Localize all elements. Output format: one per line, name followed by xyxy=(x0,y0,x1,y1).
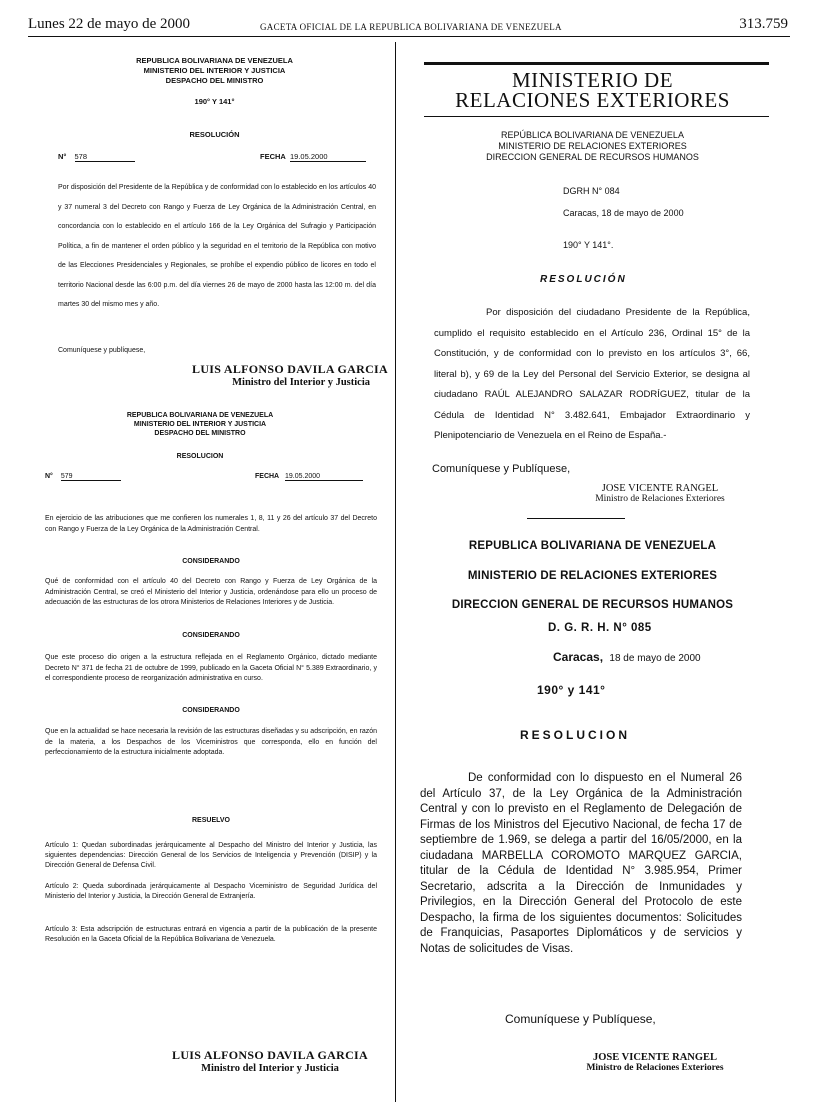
res579-org3: DESPACHO DEL MINISTRO xyxy=(154,430,246,437)
res578-org1: REPUBLICA BOLIVARIANA DE VENEZUELA xyxy=(136,56,293,65)
header-date: Lunes 22 de mayo de 2000 xyxy=(28,16,191,32)
dgrh085-number: D. G. R. H. N° 085 xyxy=(548,622,652,634)
dgrh084-signer-title: Ministro de Relaciones Exteriores xyxy=(595,494,725,504)
dgrh084-place-date: Caracas, 18 de mayo de 2000 xyxy=(563,208,684,218)
res579-signature xyxy=(150,1048,390,1074)
res578-signer: LUIS ALFONSO DAVILA GARCIA xyxy=(192,362,388,376)
header-rule xyxy=(28,36,790,37)
dgrh084-signer: JOSE VICENTE RANGEL xyxy=(601,483,719,494)
separator-rule xyxy=(527,518,625,519)
ministry-title xyxy=(420,70,765,110)
column-divider xyxy=(395,42,396,1102)
res579-org-block xyxy=(30,411,370,438)
ministry-rule-bottom xyxy=(424,116,769,117)
res579-considerando-3: CONSIDERANDO xyxy=(182,707,240,714)
res578-num-value: 578 xyxy=(75,152,135,162)
dgrh084-org3: DIRECCION GENERAL DE RECURSOS HUMANOS xyxy=(486,152,699,162)
dgrh085-signature xyxy=(555,1052,755,1073)
dgrh085-signer-title: Ministro de Relaciones Exteriores xyxy=(586,1063,724,1073)
dgrh085-signer: JOSE VICENTE RANGEL xyxy=(592,1052,718,1063)
dgrh085-org-block xyxy=(420,532,765,621)
dgrh084-signature xyxy=(560,483,760,504)
res579-date-label: FECHA xyxy=(255,473,280,480)
dgrh084-org-block xyxy=(420,130,765,163)
res579-intro: En ejercicio de las atribuciones que me confieren los numerales 1, 8, 11 y 26 del artículo 37 del Decreto con Rango y Fuerza de la Ley Orgánica de la Administración Central. xyxy=(45,515,377,533)
dgrh085-org3: DIRECCION GENERAL DE RECURSOS HUMANOS xyxy=(451,599,734,611)
res578-signature xyxy=(170,362,388,388)
dgrh085-years: 190° y 141° xyxy=(537,683,606,697)
dgrh084-number: DGRH N° 084 xyxy=(563,186,620,196)
ministry-title-line2: RELACIONES EXTERIORES xyxy=(455,88,730,112)
res579-number-row xyxy=(45,473,365,481)
res579-signer: LUIS ALFONSO DAVILA GARCIA xyxy=(172,1048,368,1062)
dgrh084-closing: Comuníquese y Publíquese, xyxy=(432,463,571,475)
res579-date-value: 19.05.2000 xyxy=(285,473,363,481)
dgrh085-heading: RESOLUCION xyxy=(520,728,631,742)
dgrh085-org1: REPUBLICA BOLIVARIANA DE VENEZUELA xyxy=(468,540,717,552)
dgrh084-org1: REPÚBLICA BOLIVARIANA DE VENEZUELA xyxy=(501,130,684,140)
res579-resuelvo: RESUELVO xyxy=(192,817,230,824)
res578-closing: Comuníquese y publíquese, xyxy=(58,347,146,354)
ministry-rule-top xyxy=(424,62,769,65)
res579-org2: MINISTERIO DEL INTERIOR Y JUSTICIA xyxy=(133,421,267,428)
res579-org1: REPUBLICA BOLIVARIANA DE VENEZUELA xyxy=(126,412,274,419)
res578-org-block xyxy=(52,56,377,86)
dgrh085-place: Caracas, xyxy=(553,650,604,664)
res579-article-3: Artículo 3: Esta adscripción de estructuras entrará en vigencia a partir de la publicación de la presente Resolución en la Gaceta Oficial de la República Bolivariana de Venezuela. xyxy=(45,926,377,943)
res579-article-2: Artículo 2: Queda subordinada jerárquicamente al Despacho Viceministro de Seguridad Jurídica del Ministerio del Interior y Justicia, la Dirección General de Extranjería. xyxy=(45,883,377,900)
dgrh084-heading: RESOLUCIÓN xyxy=(540,274,627,285)
res579-considerando-2-text: Que este proceso dio origen a la estructura reflejada en el Reglamento Orgánico, dictado mediante Decreto N° 371 de fecha 21 de octubre de 1999, publicado en la Gaceta Oficial N° 5.389 Extraordinario, y el correspondiente proceso de reorganización administrativa en curso. xyxy=(45,654,377,682)
dgrh085-org2: MINISTERIO DE RELACIONES EXTERIORES xyxy=(467,569,718,582)
dgrh084-body: Por disposición del ciudadano Presidente de la República, cumplido el requisito establecido en el Artículo 236, Ordinal 15° de la Constitución, y de conformidad con lo previsto en los artículos 3°, 66, literal b), y 69 de la Ley del Personal del Servicio Exterior, se designa al ciudadano RAÚL ALEJANDRO SALAZAR RODRÍGUEZ, titular de la Cédula de Identidad N° 3.482.641, Embajador Extraordinario y Plenipotenciario de Venezuela en el Reino de España.- xyxy=(434,307,750,441)
res578-signer-title: Ministro del Interior y Justicia xyxy=(232,377,370,388)
res578-number-row xyxy=(58,152,368,162)
res578-num-label: N° xyxy=(58,152,67,161)
dgrh085-closing: Comuníquese y Publíquese, xyxy=(505,1012,656,1026)
page-number: 313.759 xyxy=(739,16,788,32)
res579-signer-title: Ministro del Interior y Justicia xyxy=(201,1063,339,1074)
res578-org3: DESPACHO DEL MINISTRO xyxy=(165,76,264,85)
res578-body: Por disposición del Presidente de la República y de conformidad con lo establecido en los artículos 40 y 37 numeral 3 del Decreto con Rango y Fuerza de Ley Orgánica de la Administración Central, en concordancia con lo establecido en el artículo 166 de la Ley Orgánica del Sufragio y Participación Política, a fin de mantener el orden público y la seguridad en el territorio de la República con motivo de las Elecciones Presidenciales y Regionales, se prohíbe el expendio público de licores en todo el territorio Nacional desde las 6:00 p.m. del día viernes 26 de mayo de 2000 hasta las 12:00 m. del día martes 30 del mismo mes y año. xyxy=(58,184,376,308)
res579-considerando-1: CONSIDERANDO xyxy=(182,558,240,565)
dgrh084-years: 190° Y 141°. xyxy=(563,240,614,250)
res578-date-value: 19.05.2000 xyxy=(290,152,366,162)
res578-org2: MINISTERIO DEL INTERIOR Y JUSTICIA xyxy=(143,66,286,75)
res578-heading: RESOLUCIÓN xyxy=(189,130,240,139)
res579-considerando-3-text: Que en la actualidad se hace necesaria la revisión de las estructuras diseñadas y su adscripción, en razón de la materia, a los Despachos de los Viceministros que corresponda, ello en función del perfeccionamiento de la estructura inicialmente adoptada. xyxy=(45,728,377,756)
res579-num-label: N° xyxy=(45,473,53,480)
res579-heading: RESOLUCION xyxy=(176,453,224,460)
res579-num-value: 579 xyxy=(61,473,121,481)
res578-date-label: FECHA xyxy=(260,152,286,161)
page-header xyxy=(28,16,788,36)
dgrh085-place-date xyxy=(553,650,701,664)
header-publication: GACETA OFICIAL DE LA REPUBLICA BOLIVARIANA DE VENEZUELA xyxy=(260,22,562,32)
dgrh085-date: 18 de mayo de 2000 xyxy=(609,653,701,664)
dgrh085-body: De conformidad con lo dispuesto en el Numeral 26 del Artículo 37, de la Ley Orgánica de la Administración Central y con lo previsto en el Reglamento de Delegación de Firmas de los Ministros del Ejecutivo Nacional, de fecha 17 de septiembre de 1.969, se delega a partir del 16/05/2000, en la ciudadana MARBELLA COROMOTO MARQUEZ GARCIA, titular de la Cédula de Identidad N° 3.985.954, Primer Secretario, adscrita a la Dirección de Inmunidades y Privilegios, en la Dirección General del Protocolo de este Despacho, la firma de los siguientes documentos: Solicitudes de Franquicias, Pasaportes Diplomáticos y de servicios y Notas de solicitudes de Visas. xyxy=(420,772,742,955)
res579-considerando-1-text: Qué de conformidad con el artículo 40 del Decreto con Rango y Fuerza de Ley Orgánica de la Administración Central, se creó el Ministerio del Interior y Justicia, ordenándose para ello un proceso de adecuación de las estructuras de los otrora Ministerios de Relaciones Interiores y de Justicia. xyxy=(45,578,377,606)
res578-years: 190° Y 141° xyxy=(194,97,235,106)
res579-article-1: Artículo 1: Quedan subordinadas jerárquicamente al Despacho del Ministro del Interior y Justicia, las siguientes dependencias: Dirección General de los Servicios de Inteligencia y Prevención (DISIP) y la Dirección General de Defensa Civil. xyxy=(45,842,377,869)
dgrh084-org2: MINISTERIO DE RELACIONES EXTERIORES xyxy=(498,141,687,151)
ministry-title-line1: MINISTERIO DE xyxy=(511,68,674,92)
res579-considerando-2: CONSIDERANDO xyxy=(182,632,240,639)
